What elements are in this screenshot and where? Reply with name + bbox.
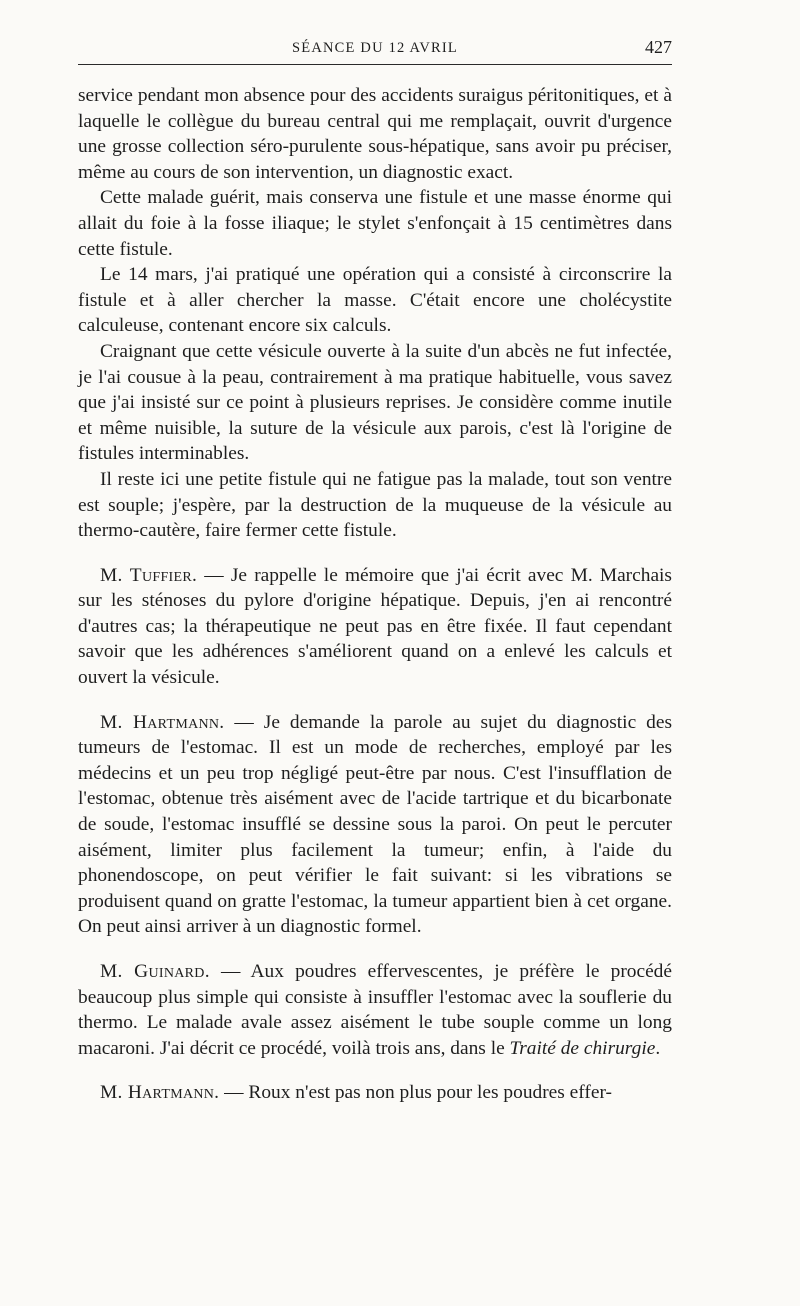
- speaker-name: M. Hartmann.: [100, 711, 225, 733]
- intervention-tail: .: [655, 1037, 661, 1059]
- intervention-text: — Je rappelle le mémoire que j'ai écrit avec M. Marchais sur les sténoses du pylore d'origine hépatique. Depuis, j'en ai rencontré d'autres cas; la thérapeutique ne peut pas en être fixée. Il faut cependant savoir que les adhérences s'améliorent quand on a enlevé les calculs et ouvert la vésicule.: [78, 564, 672, 689]
- speaker-name: M. Hartmann.: [100, 1082, 220, 1104]
- book-page: [78, 30, 672, 1106]
- speaker-name: M. Tuffier.: [100, 564, 198, 586]
- intervention-hartmann: [78, 710, 672, 940]
- intervention-text: — Roux n'est pas non plus pour les poudres effer-: [219, 1082, 612, 1104]
- intervention-text: — Aux poudres effervescentes, je préfère le procédé beaucoup plus simple qui consiste à insuffler l'estomac avec la souflerie du thermo. Le malade avale assez aisément le tube souple comme un long macaroni. J'ai décrit ce procédé, voilà trois ans, dans le: [78, 961, 672, 1059]
- intervention-guinard: [78, 959, 672, 1061]
- paragraph: Craignant que cette vésicule ouverte à la suite d'un abcès ne fut infectée, je l'ai cousue à la peau, contrairement à ma pratique habituelle, vous savez que j'ai insisté sur ce point à plusieurs reprises. Je considère comme inutile et même nuisible, la suture de la vésicule aux parois, c'est là l'origine de fistules interminables.: [78, 340, 672, 465]
- paragraph: service pendant mon absence pour des accidents suraigus péritonitiques, et à laquelle le collègue du bureau central qui me remplaçait, ouvrit d'urgence une grosse collection séro-purulente sous-hépatique, sans avoir pu préciser, même au cours de son intervention, un diagnostic exact.: [78, 85, 672, 183]
- paragraph: Cette malade guérit, mais conserva une fistule et une masse énorme qui allait du foie à la fosse iliaque; le stylet s'enfonçait à 15 centimètres dans cette fistule.: [78, 187, 672, 260]
- running-head: SÉANCE DU 12 AVRIL: [292, 40, 458, 56]
- page-number: 427: [645, 37, 672, 57]
- book-title: Traité de chirurgie: [509, 1037, 656, 1059]
- speaker-name: M. Guinard.: [100, 961, 210, 982]
- body-text: [78, 83, 672, 1106]
- paragraph: Le 14 mars, j'ai pratiqué une opération qui a consisté à circonscrire la fistule et à aller chercher la masse. C'était encore une cholécystite calculeuse, contenant encore six calculs.: [78, 264, 672, 337]
- paragraph: Il reste ici une petite fistule qui ne fatigue pas la malade, tout son ventre est souple; j'espère, par la destruction de la muqueuse de la vésicule au thermo-cautère, faire fermer cette fistule.: [78, 468, 672, 542]
- intervention-tuffier: [78, 563, 672, 691]
- intervention-text: — Je demande la parole au sujet du diagnostic des tumeurs de l'estomac. Il est un mode de recherches, employé par les médecins et un peu trop négligé peut-être par nous. C'est l'insufflation de l'estomac, obtenue très aisément avec de l'acide tartrique et du bicarbonate de soude, l'estomac insufflé se dessine sous la paroi. On peut le percuter aisément, limiter plus facilement la tumeur; enfin, à l'aide du phonendoscope, on peut vérifier le fait suivant: si les vibrations se produisent quand on gratte l'estomac, la tumeur appartient bien à cet organe. On peut ainsi arriver à un diagnostic formel.: [78, 711, 672, 938]
- intervention-hartmann-2: [78, 1080, 672, 1106]
- page-header: [78, 30, 672, 65]
